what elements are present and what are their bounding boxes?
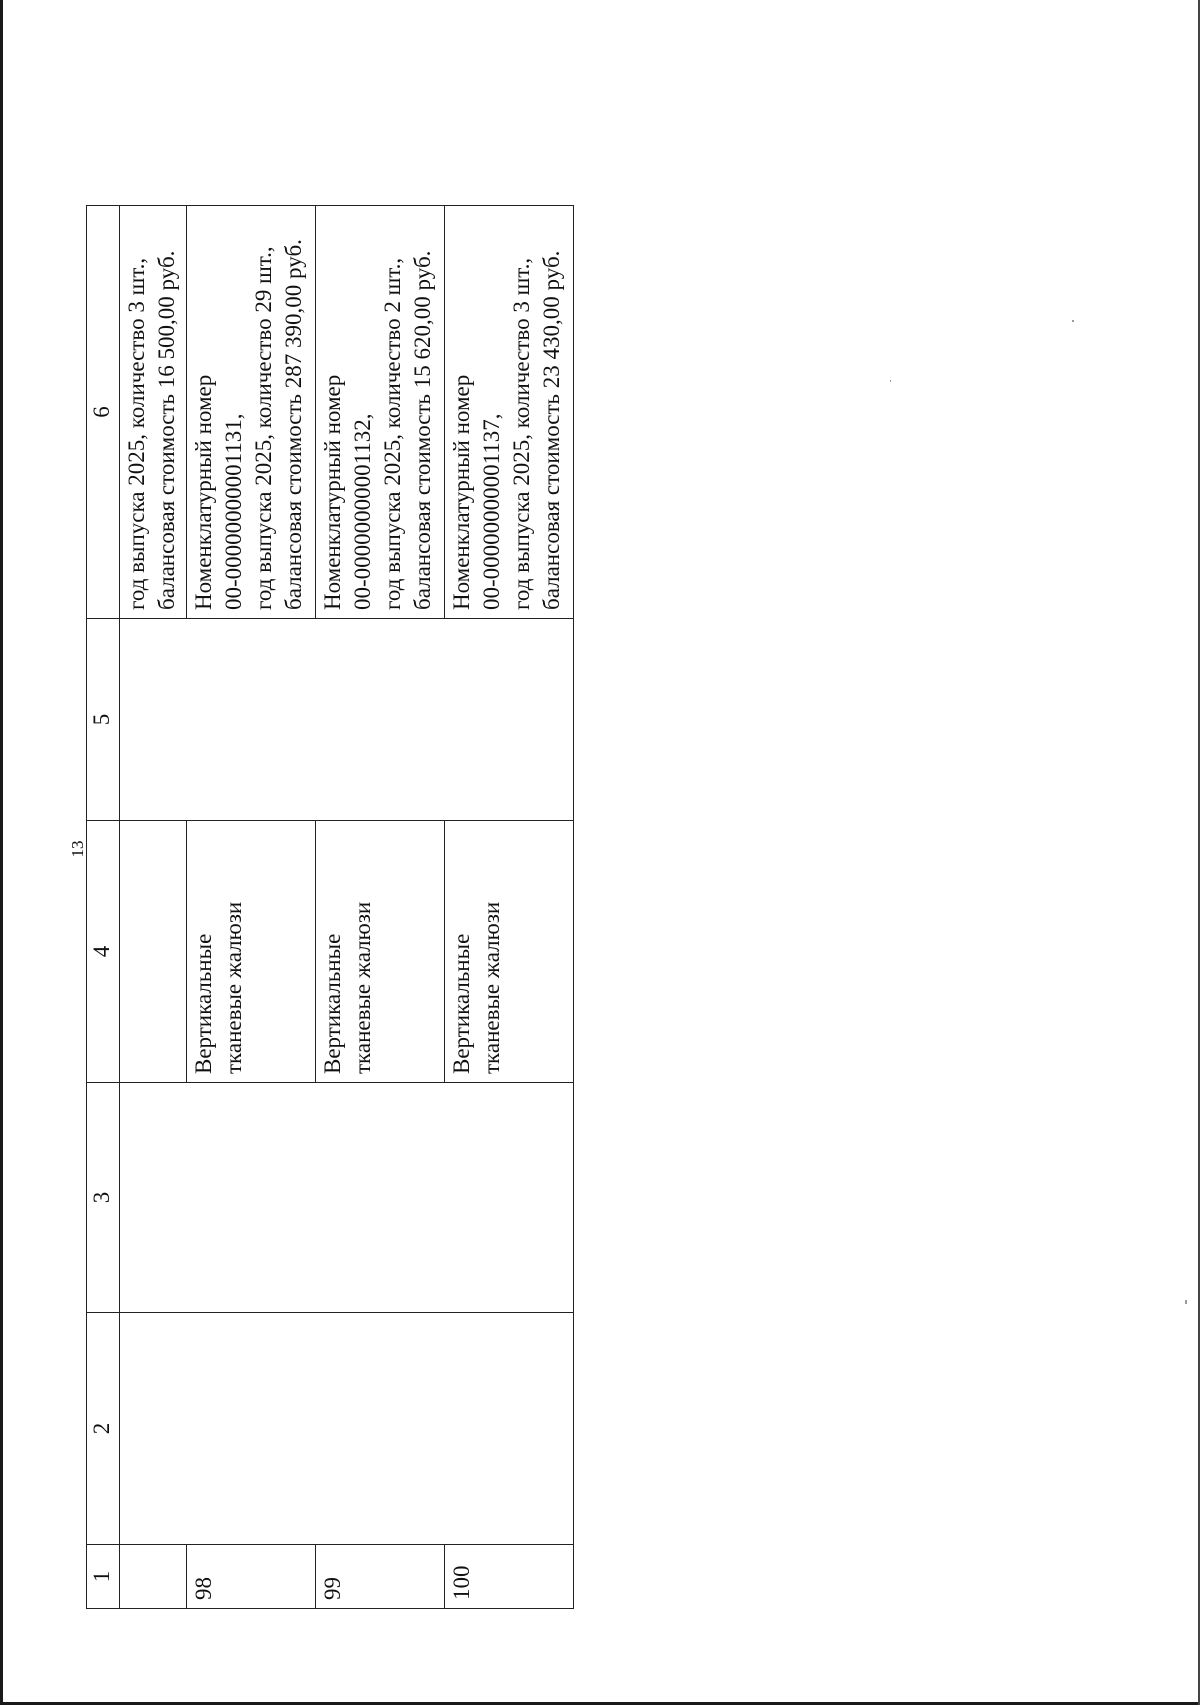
cell-num: [316, 1545, 445, 1609]
item-name: Вертикальные тканевые жалюзи: [449, 901, 504, 1074]
cell-col6: [316, 206, 445, 619]
row-number: 100: [449, 1565, 474, 1600]
cell-col4: [187, 821, 316, 1083]
cell-col5: [187, 619, 316, 821]
property-table: [86, 205, 574, 1609]
cell-col4: [445, 821, 574, 1083]
cell-col3: [120, 1083, 187, 1313]
cell-col2: [445, 1313, 574, 1545]
header-col-1: 1: [87, 1545, 120, 1609]
table-row-continuation: [120, 206, 187, 1609]
header-col-5: 5: [87, 619, 120, 821]
cell-num: [187, 1545, 316, 1609]
item-details: Номенклатурный номер 00-00000000001131, год выпуска 2025, количество 29 шт., балансовая стоимость 287 390,00 руб.: [191, 239, 306, 610]
item-name: Вертикальные тканевые жалюзи: [320, 901, 375, 1074]
cell-col2: [120, 1313, 187, 1545]
row-number: 99: [320, 1577, 345, 1600]
cell-col5: [445, 619, 574, 821]
cell-col3: [187, 1083, 316, 1313]
item-details: Номенклатурный номер 00-00000000001132, год выпуска 2025, количество 2 шт., балансовая стоимость 15 620,00 руб.: [320, 250, 435, 610]
cell-col5: [316, 619, 445, 821]
cell-col5: [120, 619, 187, 821]
cell-col6: [187, 206, 316, 619]
cell-col3: [316, 1083, 445, 1313]
cell-col2: [316, 1313, 445, 1545]
cell-col6: [445, 206, 574, 619]
cell-num: [445, 1545, 574, 1609]
item-name: Вертикальные тканевые жалюзи: [191, 901, 246, 1074]
cell-col4: [120, 821, 187, 1083]
table-header-row: [87, 206, 120, 1609]
page-number: 13: [68, 840, 87, 858]
table-row: [445, 206, 574, 1609]
cell-col2: [187, 1313, 316, 1545]
item-details: Номенклатурный номер 00-00000000001137, год выпуска 2025, количество 3 шт., балансовая стоимость 23 430,00 руб.: [449, 250, 564, 610]
cell-col6: [120, 206, 187, 619]
row-number: 98: [191, 1577, 216, 1600]
cell-col4: [316, 821, 445, 1083]
header-col-3: 3: [87, 1083, 120, 1313]
cell-col3: [445, 1083, 574, 1313]
cell-num: [120, 1545, 187, 1609]
header-col-6: 6: [87, 206, 120, 619]
header-col-4: 4: [87, 821, 120, 1083]
table-row: [316, 206, 445, 1609]
table-row: [187, 206, 316, 1609]
cell-col6-text: год выпуска 2025, количество 3 шт., балансовая стоимость 16 500,00 руб.: [124, 250, 179, 610]
header-col-2: 2: [87, 1313, 120, 1545]
